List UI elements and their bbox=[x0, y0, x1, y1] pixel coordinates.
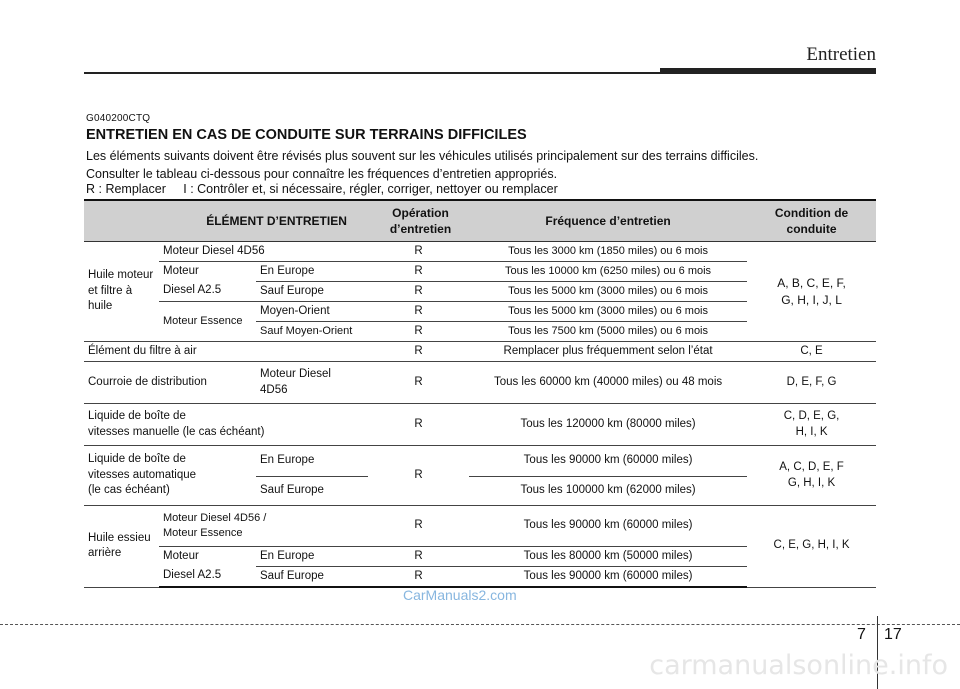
manual-condition bbox=[747, 404, 876, 446]
auto-cond-l1: A, C, D, E, F bbox=[779, 460, 844, 473]
auto-label-l1: Liquide de boîte de bbox=[88, 453, 186, 466]
header-condition-l1: Condition de bbox=[774, 205, 849, 220]
oil-label-l2: et filtre à bbox=[88, 284, 133, 297]
oil-r3-op: R bbox=[368, 282, 469, 302]
axle-r3-sub: Diesel A2.5 bbox=[159, 567, 256, 588]
air-freq: Remplacer plus fréquemment selon l’état bbox=[469, 342, 747, 362]
manual-op: R bbox=[368, 404, 469, 446]
footer-rule bbox=[0, 624, 960, 625]
auto-op: R bbox=[368, 446, 469, 506]
axle-label-l2: arrière bbox=[88, 547, 122, 560]
axle-r3-op: R bbox=[368, 567, 469, 588]
oil-r4-sub: Moteur Essence bbox=[159, 302, 256, 342]
belt-op: R bbox=[368, 362, 469, 404]
axle-label bbox=[84, 506, 159, 588]
doc-title: ENTRETIEN EN CAS DE CONDUITE SUR TERRAINS DIFFICILES bbox=[86, 127, 527, 143]
manual-label-l2: vitesses manuelle (le cas échéant) bbox=[88, 425, 265, 438]
legend bbox=[86, 182, 558, 196]
header-frequency: Fréquence d’entretien bbox=[469, 200, 747, 242]
table-row bbox=[84, 362, 876, 404]
oil-r5-region: Sauf Moyen-Orient bbox=[256, 322, 368, 342]
header-operation-l2: d’entretien bbox=[389, 222, 452, 236]
belt-sub-l2: 4D56 bbox=[260, 383, 288, 396]
oil-r3-freq: Tous les 5000 km (3000 miles) ou 6 mois bbox=[469, 282, 747, 302]
air-condition: C, E bbox=[747, 342, 876, 362]
manual-label-l1: Liquide de boîte de bbox=[88, 409, 186, 422]
axle-r2-sub: Moteur bbox=[163, 549, 199, 562]
oil-r4-freq: Tous les 5000 km (3000 miles) ou 6 mois bbox=[469, 302, 747, 322]
table-header-row bbox=[84, 200, 876, 242]
header-operation-l1: Opération bbox=[392, 206, 449, 220]
axle-r1-sub-l1: Moteur Diesel 4D56 / bbox=[163, 512, 267, 525]
oil-r5-op: R bbox=[368, 322, 469, 342]
belt-condition: D, E, F, G bbox=[747, 362, 876, 404]
oil-r4-op: R bbox=[368, 302, 469, 322]
section-title: Entretien bbox=[806, 44, 876, 65]
auto-condition bbox=[747, 446, 876, 506]
oil-label-l1: Huile moteur bbox=[88, 269, 154, 282]
auto-label-l3: (le cas échéant) bbox=[88, 484, 170, 497]
axle-condition: C, E, G, H, I, K bbox=[747, 506, 876, 588]
oil-r3-sub: Diesel A2.5 bbox=[159, 282, 256, 302]
intro-text-2: Consulter le tableau ci-dessous pour connaître les fréquences d’entretien appropriés. bbox=[86, 167, 558, 181]
axle-r3-freq: Tous les 90000 km (60000 miles) bbox=[469, 567, 747, 588]
header-item: ÉLÉMENT D’ENTRETIEN bbox=[84, 200, 469, 242]
oil-r3-region: Sauf Europe bbox=[256, 282, 368, 302]
manual-freq: Tous les 120000 km (80000 miles) bbox=[469, 404, 747, 446]
belt-sub-l1: Moteur Diesel bbox=[260, 367, 331, 380]
table-row bbox=[84, 446, 876, 477]
axle-r1-freq: Tous les 90000 km (60000 miles) bbox=[469, 506, 747, 547]
doc-code: G040200CTQ bbox=[86, 113, 151, 124]
oil-r1-sub: Moteur Diesel 4D56 bbox=[159, 242, 368, 262]
oil-r4-region: Moyen-Orient bbox=[256, 302, 368, 322]
header-condition-l2: conduite bbox=[786, 222, 837, 236]
table-row bbox=[84, 404, 876, 446]
axle-r1-op: R bbox=[368, 506, 469, 547]
header-condition bbox=[747, 200, 876, 242]
oil-r2-sub: Moteur bbox=[163, 264, 199, 277]
manual-cond-l2: H, I, K bbox=[795, 425, 828, 438]
oil-r2-op: R bbox=[368, 262, 469, 282]
watermark: CarManuals2.com bbox=[403, 587, 517, 603]
oil-r1-op: R bbox=[368, 242, 469, 262]
axle-r2-op: R bbox=[368, 547, 469, 567]
maintenance-table bbox=[84, 199, 876, 588]
belt-freq: Tous les 60000 km (40000 miles) ou 48 mois bbox=[469, 362, 747, 404]
manual-cond-l1: C, D, E, G, bbox=[783, 409, 840, 422]
legend-inspect: I : Contrôler et, si nécessaire, régler, corriger, nettoyer ou remplacer bbox=[183, 182, 558, 196]
legend-replace: R : Remplacer bbox=[86, 182, 166, 196]
oil-r5-freq: Tous les 7500 km (5000 miles) ou 6 mois bbox=[469, 322, 747, 342]
belt-label: Courroie de distribution bbox=[84, 362, 256, 404]
axle-r1-sub bbox=[159, 506, 368, 547]
auto-label bbox=[84, 446, 256, 506]
auto-r1-freq: Tous les 90000 km (60000 miles) bbox=[469, 446, 747, 477]
oil-cond-l1: A, B, C, E, F, bbox=[777, 276, 846, 291]
oil-r2-freq: Tous les 10000 km (6250 miles) ou 6 mois bbox=[469, 262, 747, 282]
auto-r2-freq: Tous les 100000 km (62000 miles) bbox=[469, 477, 747, 506]
axle-r1-sub-l2: Moteur Essence bbox=[163, 527, 243, 539]
intro-text-1: Les éléments suivants doivent être révisés plus souvent sur les véhicules utilisés principalement sur des terrains difficiles. bbox=[86, 149, 759, 163]
axle-label-l1: Huile essieu bbox=[88, 531, 151, 544]
oil-r1-freq: Tous les 3000 km (1850 miles) ou 6 mois bbox=[469, 242, 747, 262]
air-label: Élément du filtre à air bbox=[84, 342, 368, 362]
oil-label bbox=[84, 242, 159, 342]
belt-sub bbox=[256, 362, 368, 404]
axle-r2-freq: Tous les 80000 km (50000 miles) bbox=[469, 547, 747, 567]
auto-r2-region: Sauf Europe bbox=[256, 477, 368, 506]
page-number: 17 bbox=[884, 626, 902, 643]
axle-r3-region: Sauf Europe bbox=[256, 567, 368, 588]
site-watermark: carmanualsonline.info bbox=[649, 650, 948, 681]
table-row bbox=[84, 342, 876, 362]
auto-cond-l2: G, H, I, K bbox=[787, 476, 836, 489]
oil-condition bbox=[747, 242, 876, 342]
manual-label bbox=[84, 404, 368, 446]
auto-r1-region: En Europe bbox=[256, 446, 368, 477]
header-operation bbox=[370, 201, 471, 241]
auto-label-l2: vitesses automatique bbox=[88, 468, 197, 481]
header-rule-thick bbox=[660, 68, 876, 74]
oil-cond-l2: G, H, I, J, L bbox=[781, 292, 842, 307]
air-op: R bbox=[368, 342, 469, 362]
chapter-number: 7 bbox=[857, 626, 866, 643]
table-row bbox=[84, 242, 876, 262]
oil-label-l3: huile bbox=[88, 300, 113, 313]
header-rule bbox=[84, 72, 664, 74]
axle-r2-region: En Europe bbox=[256, 547, 368, 567]
table-row bbox=[84, 506, 876, 547]
oil-r2-region: En Europe bbox=[256, 262, 368, 282]
